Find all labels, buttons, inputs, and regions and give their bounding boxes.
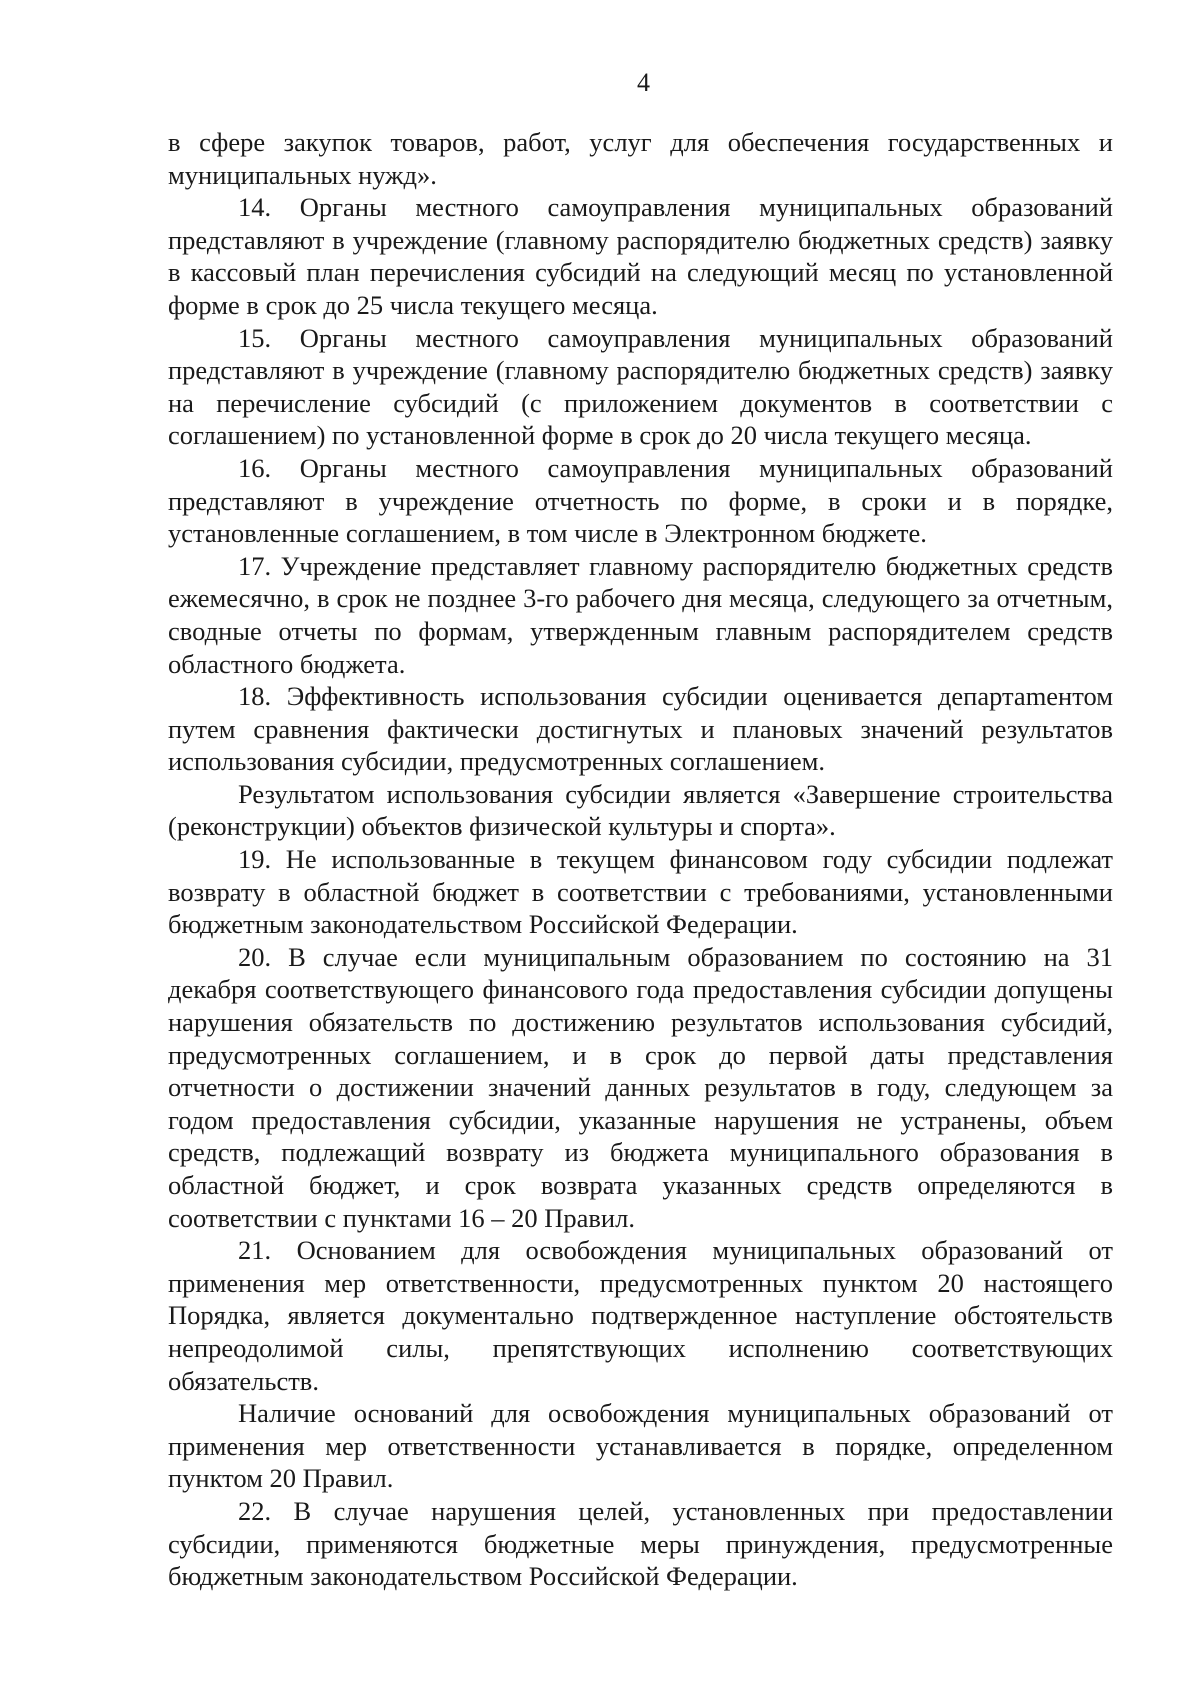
paragraph-21-grounds: Наличие оснований для освобождения муниципальных образований от применения мер ответственности устанавливается в порядке, определенном пунктом 20 Правил. (168, 1398, 1113, 1494)
paragraph-21: 21. Основанием для освобождения муниципальных образований от применения мер ответственности, предусмотренных пунктом 20 настоящего Порядка, является документально подтвержденное наступление обстоятельств непреодолимой силы, препятствующих исполнению соответствующих обязательств. (168, 1235, 1113, 1396)
page-number: 4 (637, 68, 650, 97)
document-page (168, 70, 1113, 1593)
paragraph-14: 14. Органы местного самоуправления муниципальных образований представляют в учреждение (главному распорядителю бюджетных средств) заявку в кассовый план перечисления субсидий на следующий месяц по установленной форме в срок до 25 числа текущего месяца. (168, 192, 1113, 320)
paragraph-22: 22. В случае нарушения целей, установленных при предоставлении субсидии, применяются бюджетные меры принуждения, предусмотренные бюджетным законодательством Российской Федерации. (168, 1495, 1113, 1592)
paragraph-20: 20. В случае если муниципальным образованием по состоянию на 31 декабря соответствующего финансового года предоставления субсидии допущены нарушения обязательств по достижению результатов использования субсидий, предусмотренных соглашением, и в срок до первой даты представления отчетности о достижении значений данных результатов в году, следующем за годом предоставления субсидии, указанные нарушения не устранены, объем средств, подлежащий возврату из бюджета муниципального образования в областной бюджет, и срок возврата указанных средств определяются в соответствии с пунктами 16 – 20 Правил. (168, 941, 1113, 1233)
paragraph-16: 16. Органы местного самоуправления муниципальных образований представляют в учреждение отчетность по форме, в сроки и в порядке, установленные соглашением, в том числе в Электронном бюджете. (168, 452, 1113, 549)
paragraph-17: 17. Учреждение представляет главному распорядителю бюджетных средств ежемесячно, в срок не позднее 3-го рабочего дня месяца, следующего за отчетным, сводные отчеты по формам, утвержденным главным распорядителем средств областного бюджета. (168, 550, 1113, 679)
paragraph-18-result: Результатом использования субсидии является «Завершение строительства (реконструкции) объектов физической культуры и спорта». (168, 778, 1113, 842)
paragraph-18: 18. Эффективность использования субсидии оценивается департаmентом путем сравнения фактически достигнутых и плановых значений результатов использования субсидии, предусмотренных соглашением. (168, 681, 1113, 777)
paragraph-continuation: в сфере закупок товаров, работ, услуг для обеспечения государственных и муниципальных нужд». (168, 127, 1113, 190)
paragraph-15: 15. Органы местного самоуправления муниципальных образований представляют в учреждение (главному распорядителю бюджетных средств) заявку на перечисление субсидий (с приложением документов в соответствии с соглашением) по установленной форме в срок до 20 числа текущего месяца. (168, 322, 1113, 451)
paragraph-19: 19. Не использованные в текущем финансовом году субсидии подлежат возврату в областной бюджет в соответствии с требованиями, установленными бюджетным законодательством Российской Федерации. (168, 844, 1113, 940)
